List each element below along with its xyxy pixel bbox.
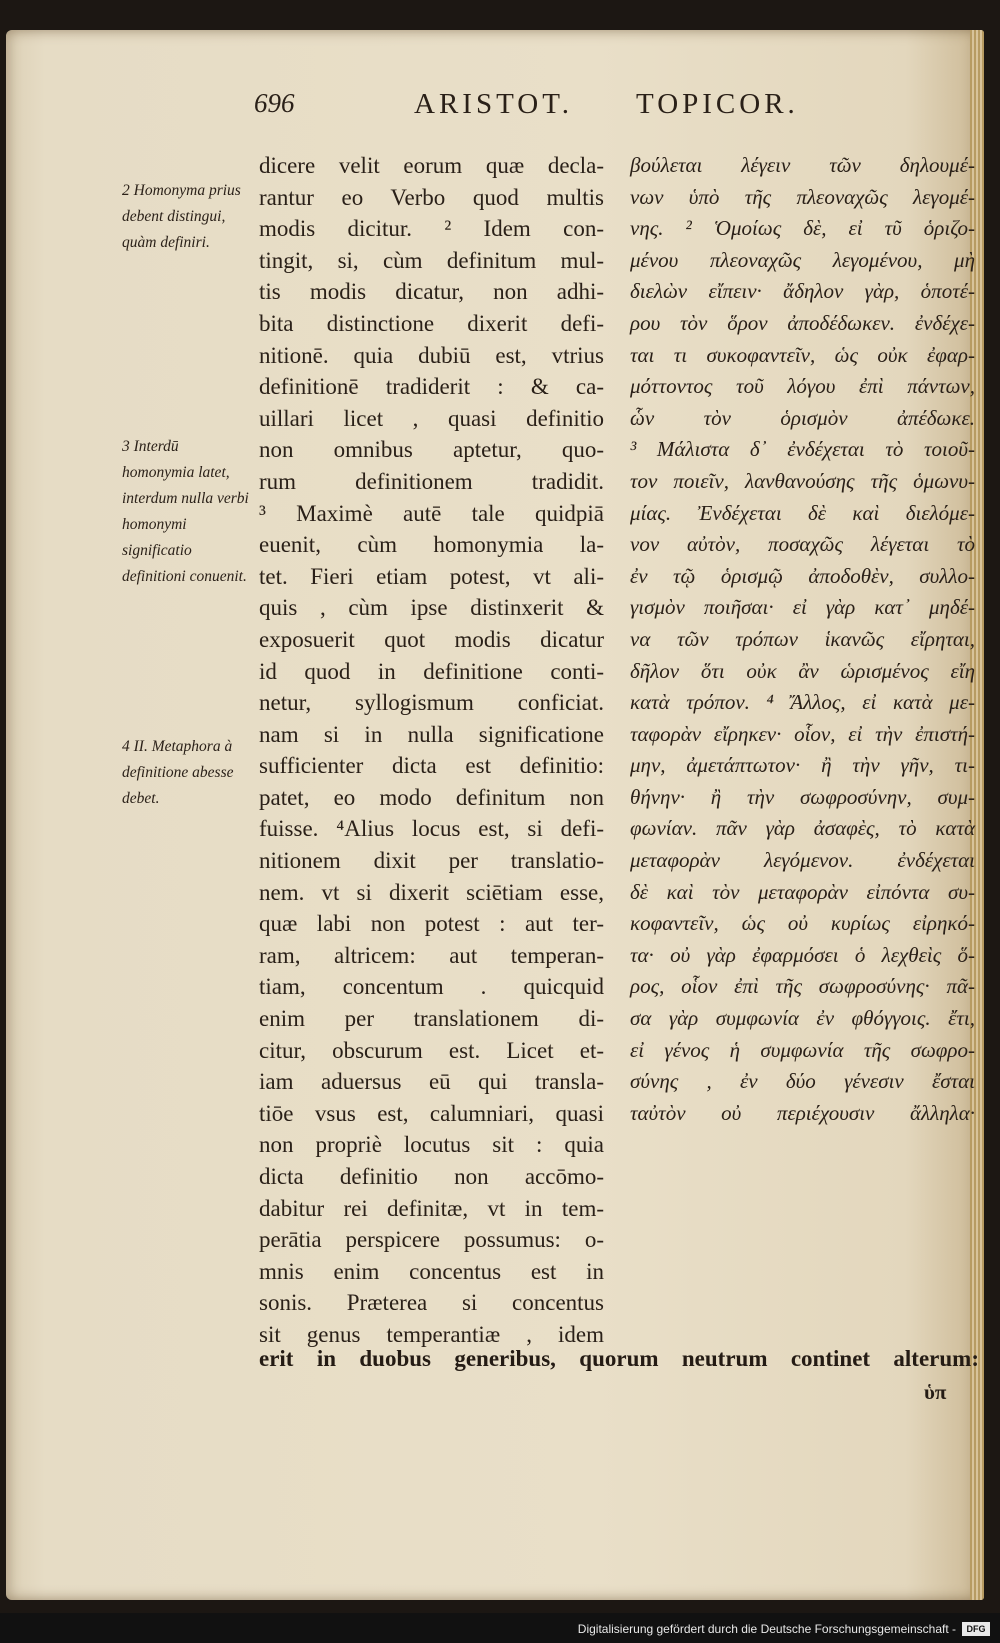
running-title-left: ARISTOT. [414, 88, 574, 120]
text-line: tiam, concentum . quicquid [259, 974, 604, 1000]
text-line: νης. ² Ὁμοίως δὲ, εἰ τῦ ὁριζο- [630, 216, 975, 241]
text-line: modis dicitur. ² Idem con- [259, 216, 604, 242]
text-line: τα· οὐ γὰρ ἐφαρμόσει ὁ λεχθεὶς ὅ- [630, 942, 975, 967]
text-line: tiōe vsus est, calumniari, quasi [259, 1100, 604, 1126]
text-line: sufficienter dicta est definitio: [259, 753, 604, 779]
text-line: tingit, si, cùm definitum mul- [259, 247, 604, 273]
text-line: ρος, οἷον ἐπὶ τῆς σωφροσύνης· πᾶ- [630, 974, 975, 999]
page-number: 696 [254, 88, 295, 118]
text-line: μίας. Ἐνδέχεται δὲ καὶ διελόμε- [630, 500, 975, 525]
running-title-right: TOPICOR. [636, 88, 799, 120]
text-line: μην, ἀμετάπτωτον· ἢ τὴν γῆν, τι- [630, 753, 975, 778]
text-line: σα γὰρ συμφωνία ἐν φθόγγοις. ἔτι, [630, 1006, 975, 1031]
text-line: enim per translationem di- [259, 1006, 604, 1032]
text-line: σύνης , ἐν δύο γένεσιν ἔσται [630, 1069, 975, 1094]
text-line: ³ Maximè autē tale quidpiā [259, 500, 604, 526]
text-line: id quod in definitione conti- [259, 658, 604, 684]
text-line: θήνην· ἢ τὴν σωφροσύνην, συμ- [630, 784, 975, 809]
text-line: nitionem dixit per translatio- [259, 848, 604, 874]
text-line: fuisse. ⁴Alius locus est, si defi- [259, 816, 604, 842]
text-line: definitionē tradiderit : & ca- [259, 374, 604, 400]
text-line: exposuerit quot modis dicatur [259, 626, 604, 652]
dfg-logo: DFG [962, 1622, 990, 1636]
margin-note: 3 Interdū homonymia latet, interdum nulla verbi homonymi significatio definitioni conuenit. [122, 438, 249, 585]
text-line: rum definitionem tradidit. [259, 468, 604, 494]
text-line: κατὰ τρόπον. ⁴ Ἄλλος, εἰ κατὰ με- [630, 690, 975, 715]
text-line: τον ποιεῖν, λανθανούσης τῆς ὁμωνυ- [630, 468, 975, 493]
full-width-line: erit in duobus generibus, quorum neutrum continet alterum: [259, 1346, 979, 1371]
catchword: ὑπ [924, 1380, 947, 1404]
text-line: citur, obscurum est. Licet et- [259, 1037, 604, 1063]
text-line: dicta definitio non accōmo- [259, 1164, 604, 1189]
text-line: dabitur rei definitæ, vt in tem- [259, 1195, 604, 1221]
text-line: ταφορὰν εἴρηκεν· οἷον, εἰ τὴν ἐπιστή- [630, 721, 975, 746]
digitization-footer [0, 1613, 1000, 1643]
text-line: rantur eo Verbo quod multis [259, 184, 604, 210]
text-line: dicere velit eorum quæ decla- [259, 153, 604, 178]
text-line: ἐν τῷ ὁρισμῷ ἀποδοθὲν, συλλο- [630, 563, 975, 588]
text-line: δῆλον ὅτι οὐκ ἂν ὡρισμένος εἴη [630, 658, 975, 683]
text-line: μόττοντος τοῦ λόγου ἐπὶ πάντων, [630, 374, 975, 399]
text-line: perātia perspicere possumus: o- [259, 1227, 604, 1253]
margin-note: 2 Homonyma prius debent distingui, quàm definiri. [122, 182, 241, 251]
text-line: εἰ γένος ἡ συμφωνία τῆς σωφρο- [630, 1037, 975, 1062]
text-line: ρου τὸν ὅρον ἀποδέδωκεν. ἐνδέχε- [630, 310, 975, 335]
text-line: δὲ καὶ τὸν μεταφορὰν εἰπόντα συ- [630, 879, 975, 904]
text-line: sit genus temperantiæ , idem [259, 1321, 604, 1347]
text-line: sonis. Præterea si concentus [259, 1290, 604, 1316]
text-line: uillari licet , quasi definitio [259, 405, 604, 431]
text-line: ταὐτὸν οὐ περιέχουσιν ἄλληλα· [630, 1100, 975, 1125]
text-line: νον αὐτὸν, ποσαχῶς λέγεται τὸ [630, 532, 975, 557]
text-line: ὧν τὸν ὁρισμὸν ἀπέδωκε. [630, 405, 975, 430]
text-line: nem. vt si dixerit sciētiam esse, [259, 879, 604, 905]
digitization-credit: Digitalisierung gefördert durch die Deutsche Forschungsgemeinschaft - [577, 1622, 956, 1636]
text-line: φωνίαν. πᾶν γὰρ ἀσαφὲς, τὸ κατὰ [630, 816, 975, 841]
text-line: euenit, cùm homonymia la- [259, 532, 604, 558]
text-line: ³ Μάλιστα δ᾽ ἐνδέχεται τὸ τοιοῦ- [630, 437, 975, 462]
text-line: patet, eo modo definitum non [259, 784, 604, 810]
text-line: quæ labi non potest : aut ter- [259, 911, 604, 937]
text-line: nitionē. quia dubiū est, vtrius [259, 342, 604, 368]
text-line: βούλεται λέγειν τῶν δηλουμέ- [630, 153, 975, 177]
text-line: γισμὸν ποιῆσαι· εἰ γὰρ κατ᾽ μηδέ- [630, 595, 975, 620]
text-line: ται τι συκοφαντεῖν, ὡς οὐκ ἐφαρ- [630, 342, 975, 367]
text-line: non propriè locutus sit : quia [259, 1132, 604, 1158]
text-line: tis modis dicatur, non adhi- [259, 279, 604, 305]
text-line: tet. Fieri etiam potest, vt ali- [259, 563, 604, 589]
text-line: nam si in nulla significatione [259, 721, 604, 747]
text-line: mnis enim concentus est in [259, 1258, 604, 1284]
latin-column [259, 150, 604, 1351]
text-line: bita distinctione dixerit defi- [259, 310, 604, 336]
running-header [6, 88, 984, 128]
text-line: non omnibus aptetur, quo- [259, 437, 604, 463]
book-page [6, 30, 984, 1600]
text-line: κοφαντεῖν, ὡς οὐ κυρίως εἰρηκό- [630, 911, 975, 936]
text-line: νων ὑπὸ τῆς πλεοναχῶς λεγομέ- [630, 184, 975, 209]
text-line: ram, altricem: aut temperan- [259, 942, 604, 968]
greek-column [630, 150, 975, 1129]
text-line: netur, syllogismum conficiat. [259, 690, 604, 716]
text-line: να τῶν τρόπων ἱκανῶς εἴρηται, [630, 626, 975, 651]
text-line: διελὼν εἴπειν· ἄδηλον γὰρ, ὁποτέ- [630, 279, 975, 304]
margin-note: 4 II. Metaphora à definitione abesse debet. [122, 738, 234, 807]
text-line: μεταφορὰν λεγόμενον. ἐνδέχεται [630, 848, 975, 873]
text-line: iam aduersus eū qui transla- [259, 1069, 604, 1095]
text-line: μένου πλεοναχῶς λεγομένου, μὴ [630, 247, 975, 272]
text-line: quis , cùm ipse distinxerit & [259, 595, 604, 621]
